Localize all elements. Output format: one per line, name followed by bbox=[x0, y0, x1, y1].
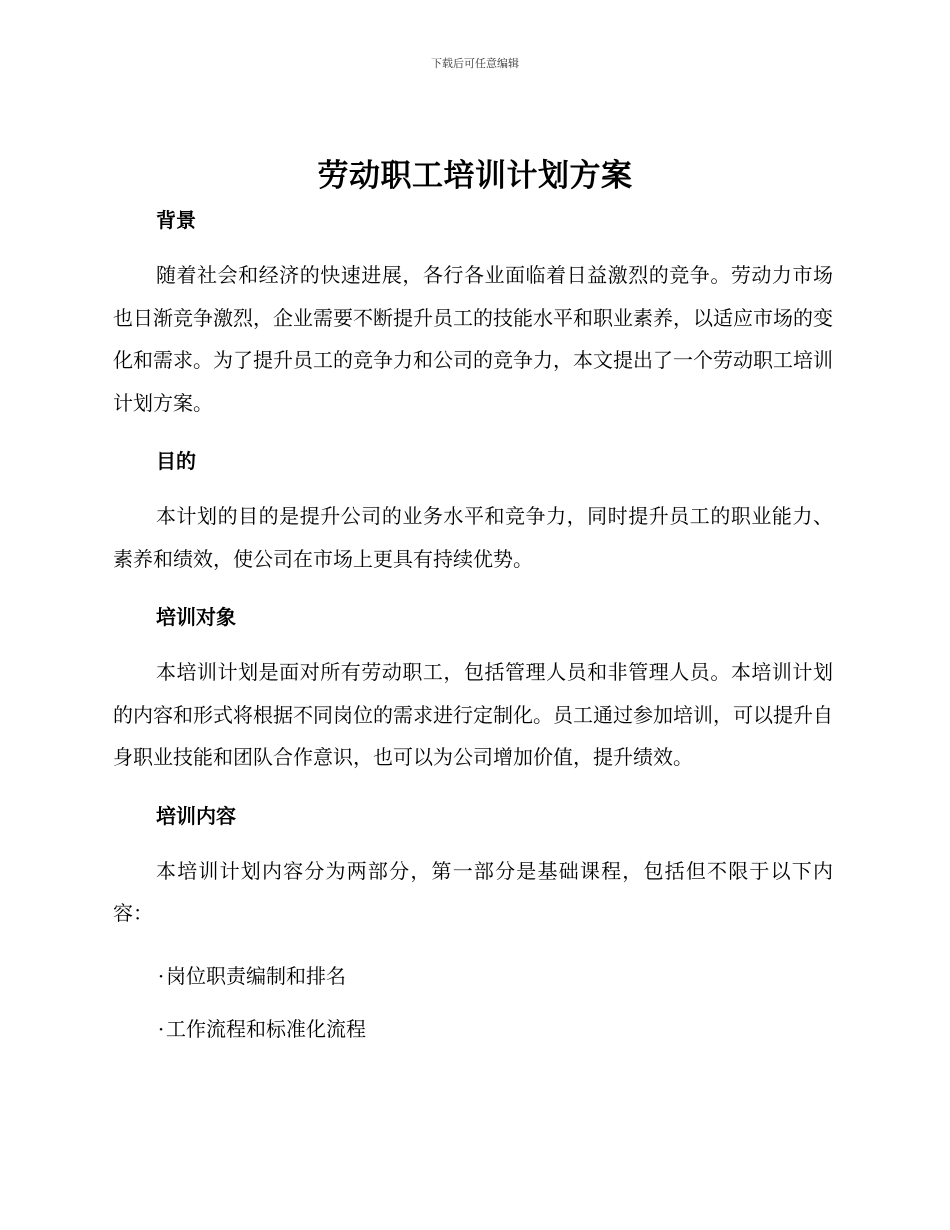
section-paragraph-content: 本培训计划内容分为两部分，第一部分是基础课程，包括但不限于以下内容： bbox=[113, 858, 833, 925]
document-title: 劳动职工培训计划方案 bbox=[317, 158, 633, 194]
bullet-icon: · bbox=[157, 963, 165, 988]
list-item-text: 工作流程和标准化流程 bbox=[166, 1016, 366, 1041]
section-paragraph-target: 本培训计划是面对所有劳动职工，包括管理人员和非管理人员。本培训计划的内容和形式将根据不同岗位的需求进行定制化。员工通过参加培训，可以提升自身职业技能和团队合作意识，也可以为公司增加价值，提升绩效。 bbox=[113, 660, 833, 769]
list-item-text: 岗位职责编制和排名 bbox=[166, 963, 346, 988]
section-heading-target: 培训对象 bbox=[156, 605, 236, 629]
section-heading-content: 培训内容 bbox=[156, 803, 236, 828]
list-item bbox=[113, 962, 833, 990]
header-note: 下载后可任意编辑 bbox=[431, 57, 519, 70]
list-item bbox=[113, 1015, 833, 1043]
section-heading-goal: 目的 bbox=[156, 449, 196, 473]
section-heading-background: 背景 bbox=[156, 208, 196, 232]
section-paragraph-goal: 本计划的目的是提升公司的业务水平和竞争力，同时提升员工的职业能力、素养和绩效，使公司在市场上更具有持续优势。 bbox=[113, 504, 833, 571]
document-body bbox=[113, 206, 833, 1043]
section-paragraph-background: 随着社会和经济的快速进展，各行各业面临着日益激烈的竞争。劳动力市场也日渐竞争激烈，企业需要不断提升员工的技能水平和职业素养，以适应市场的变化和需求。为了提升员工的竞争力和公司的竞争力，本文提出了一个劳动职工培训计划方案。 bbox=[113, 263, 833, 415]
bullet-icon: · bbox=[157, 1016, 165, 1041]
